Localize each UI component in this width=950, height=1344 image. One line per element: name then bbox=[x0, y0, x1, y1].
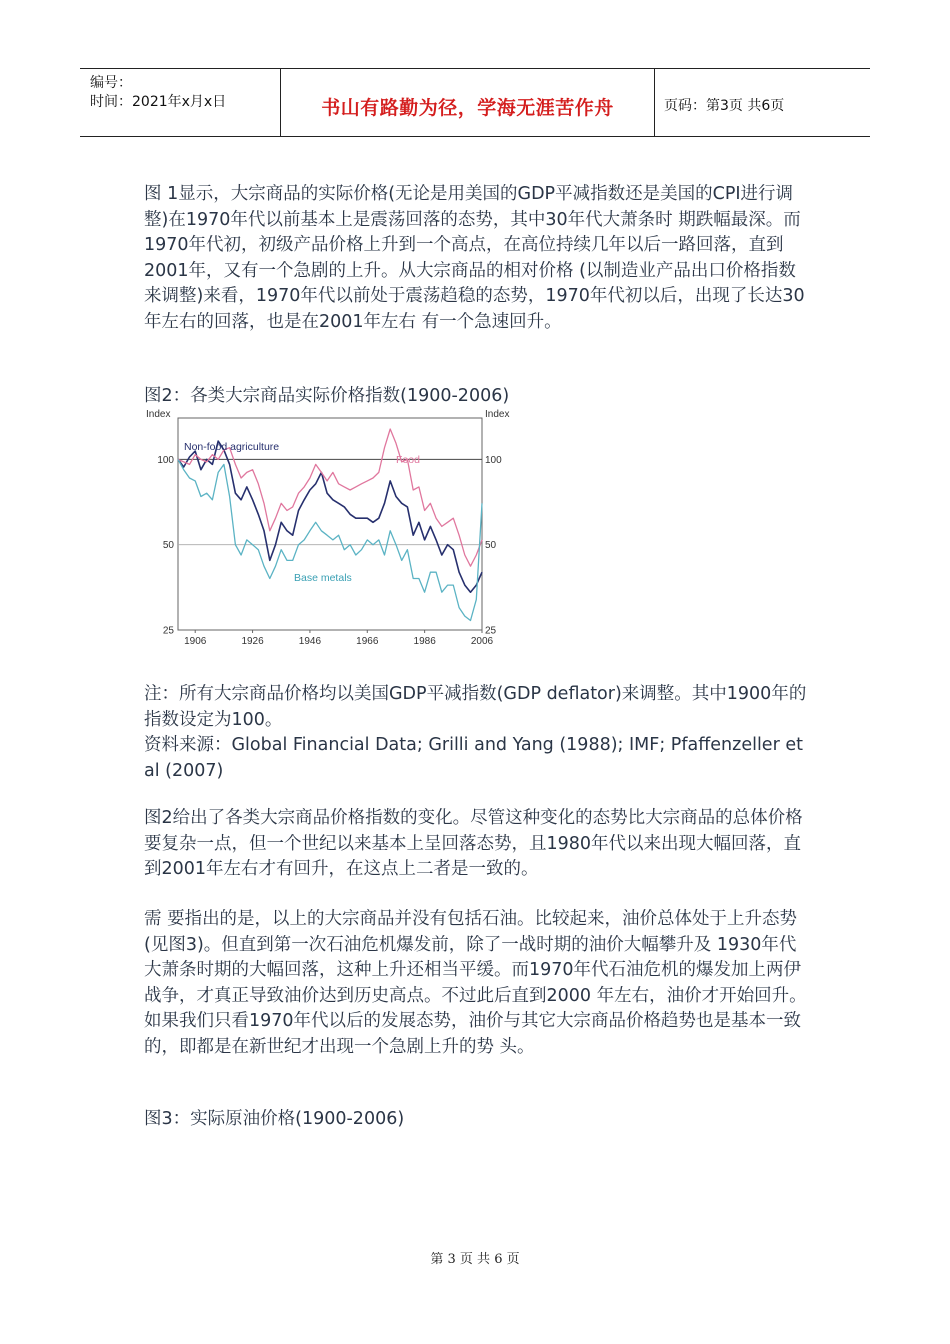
header-page-cell bbox=[654, 69, 870, 136]
figure-source: 资料来源：Global Financial Data; Grilli and Yang (1988); IMF; Pfaffenzeller et al (2007) bbox=[144, 735, 803, 781]
right-axis-label: Index bbox=[485, 409, 510, 420]
x-tick-label: 1966 bbox=[356, 636, 379, 647]
y-tick-label-right: 25 bbox=[485, 625, 497, 637]
legend-food: Food bbox=[396, 454, 420, 466]
document-header bbox=[80, 68, 870, 137]
page-footer: 第 3 页 共 6 页 bbox=[430, 1252, 520, 1267]
paragraph-2: 图2给出了各类大宗商品价格指数的变化。尽管这种变化的态势比大宗商品的总体价格要复杂一点，但一个世纪以来基本上呈回落态势，且1980年代以来出现大幅回落，直到2001年左右才有回升，在这点上二者是一致的。 bbox=[144, 808, 803, 879]
figure-2-caption: 图2：各类大宗商品实际价格指数(1900-2006) bbox=[144, 386, 510, 406]
x-tick-label: 1946 bbox=[298, 636, 322, 647]
figure-note: 注：所有大宗商品价格均以美国GDP平减指数(GDP deflator)来调整。其中1900年的指数设定为100。 bbox=[144, 684, 807, 730]
left-axis-label: Index bbox=[146, 409, 171, 420]
x-tick-label: 1986 bbox=[413, 636, 436, 647]
document-number: 编号： bbox=[90, 75, 132, 91]
header-meta-cell bbox=[80, 69, 280, 136]
paragraph-1: 图 1显示，大宗商品的实际价格(无论是用美国的GDP平减指数还是美国的CPI进行调整)在1970年代以前基本上是震荡回落的态势，其中30年代大萧条时 期跌幅最深。而1970年代初，初级产品价格上升到一个高点，在高位持续几年以后一路回落，直到2001年，又有一个急剧的上升。从大宗商品的相对价格 (以制造业产品出口价格指数来调整)来看，1970年代以前处于震荡趋稳的态势，1970年代初以后，出现了长达30年左右的回落，也是在2001年左右 有一个急速回升。 bbox=[144, 184, 805, 332]
commodity-price-chart bbox=[144, 406, 516, 653]
motto: 书山有路勤为径，学海无涯苦作舟 bbox=[321, 97, 614, 119]
legend-non-food-agriculture: Non-food agriculture bbox=[184, 441, 280, 453]
y-tick-label-left: 100 bbox=[157, 454, 174, 466]
x-tick-label: 1906 bbox=[184, 636, 207, 647]
x-tick-label: 1926 bbox=[241, 636, 264, 647]
document-time: 时间：2021年x月x日 bbox=[90, 94, 227, 110]
paragraph-3: 需 要指出的是，以上的大宗商品并没有包括石油。比较起来，油价总体处于上升态势(见图3)。但直到第一次石油危机爆发前，除了一战时期的油价大幅攀升及 1930年代大萧条时期的大幅回落，这种上升还相当平缓。而1970年代石油危机的爆发加上两伊战争，才真正导致油价达到历史高点。不过此后直到2000 年左右，油价才开始回升。如果我们只看1970年代以后的发展态势，油价与其它大宗商品价格趋势也是基本一致的，即都是在新世纪才出现一个急剧上升的势 头。 bbox=[144, 909, 807, 1057]
legend-base-metals: Base metals bbox=[294, 572, 352, 584]
x-tick-label: 2006 bbox=[470, 636, 494, 647]
y-tick-label-left: 25 bbox=[162, 625, 174, 637]
y-tick-label-right: 100 bbox=[485, 454, 502, 466]
figure-3-caption: 图3：实际原油价格(1900-2006) bbox=[144, 1109, 405, 1129]
y-tick-label-right: 50 bbox=[485, 540, 497, 552]
y-tick-label-left: 50 bbox=[162, 540, 174, 552]
header-motto-cell bbox=[280, 69, 655, 136]
page-indicator: 页码：第3页 共6页 bbox=[664, 98, 785, 114]
